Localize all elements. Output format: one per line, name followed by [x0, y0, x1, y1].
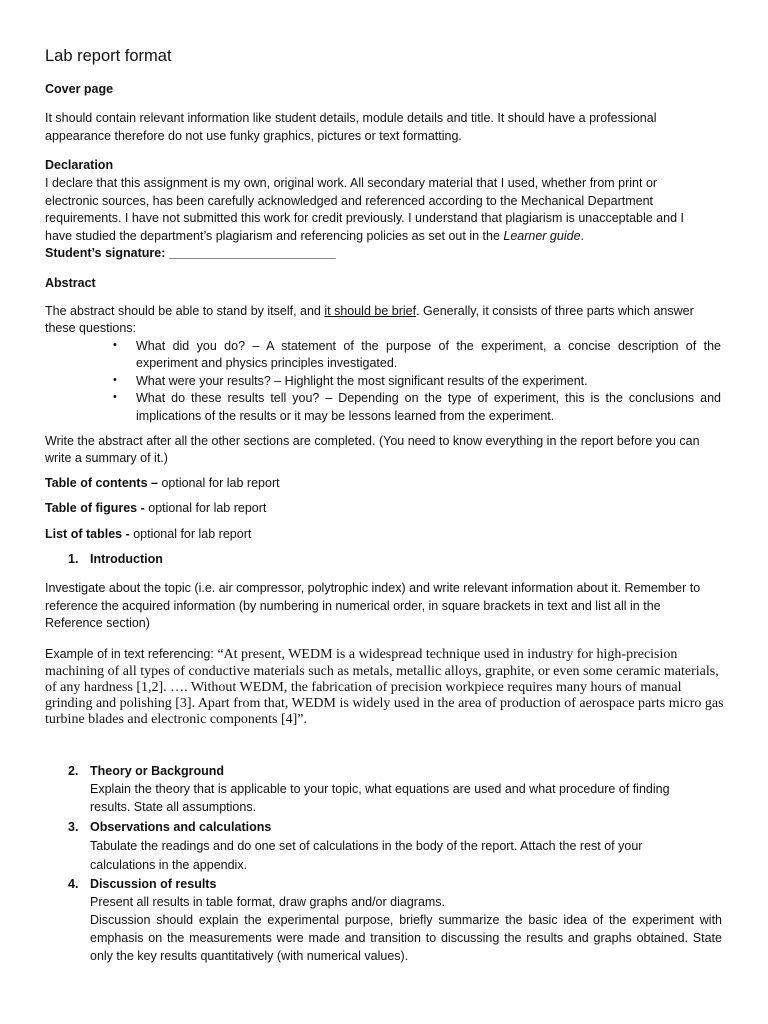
observations-text-line: Tabulate the readings and do one set of calculations in the body of the report. Attach the rest of your: [90, 839, 643, 853]
bullet-item: What do these results tell you? – Depending on the type of experiment, this is the conclusions and: [136, 391, 721, 405]
theory-text-line: Explain the theory that is applicable to your topic, what equations are used and what procedure of finding: [90, 782, 670, 796]
bullet-item: What did you do? – A statement of the purpose of the experiment, a concise description of the: [136, 339, 721, 353]
bullet-icon: •: [113, 391, 117, 403]
section-number: 2.: [68, 764, 79, 778]
cover-text-line: It should contain relevant information like student details, module details and title. It should have a professional: [45, 111, 657, 125]
page-title: Lab report format: [45, 47, 172, 65]
introduction-heading: Introduction: [90, 552, 163, 566]
example-line: Example of in text referencing: “At present, WEDM is a widespread technique used in industry for high-precision: [45, 647, 678, 662]
declaration-text-line: electronic sources, has been carefully acknowledged and referenced according to the Mechanical Department: [45, 194, 653, 208]
cover-text-line: appearance therefore do not use funky graphics, pictures or text formatting.: [45, 129, 462, 143]
discussion-text-line: emphasis on the measurements were made and transition to discussing the results and graphs obtained. State: [90, 931, 722, 945]
bullet-icon: •: [113, 339, 117, 351]
observations-text-line: calculations in the appendix.: [90, 858, 248, 872]
abstract-text-line: The abstract should be able to stand by itself, and it should be brief. Generally, it consists of three parts which answer: [45, 304, 694, 318]
signature-line: Student’s signature: ________________________: [45, 246, 336, 260]
discussion-text-line: only the key results quantitatively (with numerical values).: [90, 949, 409, 963]
lot-line: List of tables - optional for lab report: [45, 527, 252, 541]
section-number: 1.: [68, 552, 79, 566]
declaration-text-line: requirements. I have not submitted this work for credit previously. I understand that plagiarism is unacceptable and I: [45, 211, 684, 225]
discussion-text-line: Present all results in table format, draw graphs and/or diagrams.: [90, 895, 446, 909]
bullet-item: What were your results? – Highlight the most significant results of the experiment.: [136, 374, 588, 388]
discussion-text-line: Discussion should explain the experimental purpose, briefly summarize the basic idea of the experiment with: [90, 913, 722, 927]
introduction-text-line: reference the acquired information (by numbering in numerical order, in square brackets in text and list all in the: [45, 599, 661, 613]
abstract-text-line: write a summary of it.): [45, 451, 168, 465]
abstract-text-line: these questions:: [45, 321, 137, 335]
theory-heading: Theory or Background: [90, 764, 225, 778]
introduction-text-line: Reference section): [45, 616, 150, 630]
example-line: grinding and polishing [3]. Apart from that, WEDM is widely used in the area of production of aerospace parts micro gas: [45, 696, 724, 711]
bullet-item: implications of the results or it may be lessons learned from the experiment.: [136, 409, 555, 423]
declaration-heading: Declaration: [45, 158, 114, 172]
example-line: turbine blades and electronic components [4]”.: [45, 712, 308, 727]
tof-line: Table of figures - optional for lab report: [45, 501, 267, 515]
discussion-heading: Discussion of results: [90, 877, 217, 891]
brief-underlined-text: it should be brief: [324, 304, 417, 318]
declaration-text-line: have studied the department’s plagiarism and referencing policies as set out in the Learner guide.: [45, 229, 585, 243]
example-line: machining of all types of conductive materials such as metals, metallic alloys, graphite, or even some ceramic materials,: [45, 664, 719, 679]
observations-heading: Observations and calculations: [90, 820, 272, 834]
abstract-heading: Abstract: [45, 276, 96, 290]
section-number: 3.: [68, 820, 79, 834]
introduction-text-line: Investigate about the topic (i.e. air compressor, polytrophic index) and write relevant information about it. Remember to: [45, 581, 701, 595]
toc-line: Table of contents – optional for lab report: [45, 476, 280, 490]
section-number: 4.: [68, 877, 79, 891]
abstract-text-line: Write the abstract after all the other sections are completed. (You need to know everything in the report before you can: [45, 434, 700, 448]
declaration-text-line: I declare that this assignment is my own, original work. All secondary material that I used, whether from print or: [45, 176, 658, 190]
example-line: of any hardness [1,2]. …. Without WEDM, the fabrication of precision workpiece requires many hours of manual: [45, 680, 682, 695]
theory-text-line: results. State all assumptions.: [90, 800, 257, 814]
bullet-item: experiment and physics principles investigated.: [136, 356, 398, 370]
cover-heading: Cover page: [45, 82, 114, 96]
learner-guide-italic: Learner guide: [503, 229, 581, 243]
bullet-icon: •: [113, 374, 117, 386]
